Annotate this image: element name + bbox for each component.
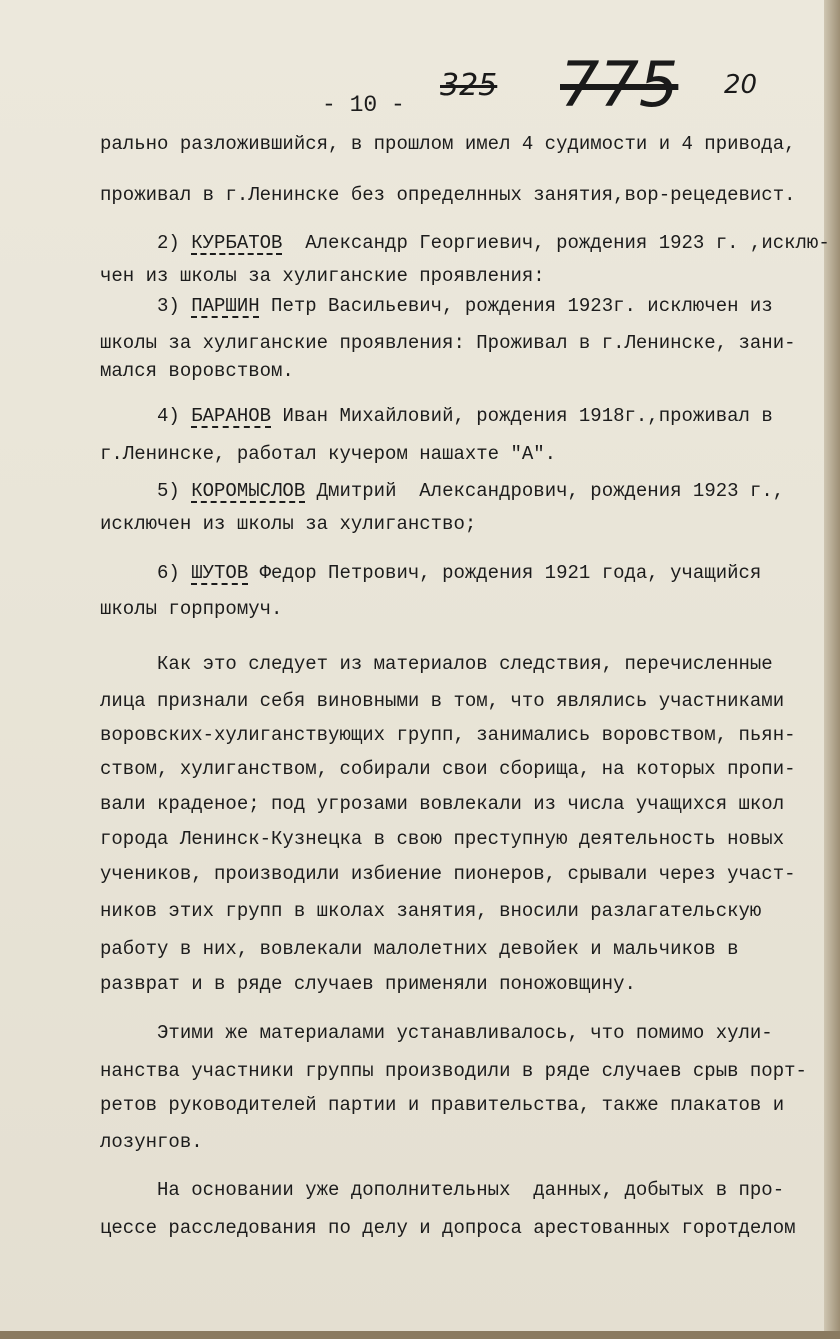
line-text: Этими же материалами устанавливалось, что помимо хули- <box>100 1022 773 1044</box>
line-text: Федор Петрович, рождения 1921 года, учащийся <box>248 562 762 584</box>
line-text: ством, хулиганством, собирали свои сборища, на которых пропи- <box>100 758 796 780</box>
line-text: воровских-хулиганствующих групп, занимались воровством, пьян- <box>100 724 796 746</box>
line-text: Александр Георгиевич, рождения 1923 г. ,исклю- <box>282 232 830 254</box>
line-text: лозунгов. <box>100 1131 203 1153</box>
text-line <box>100 332 796 354</box>
text-line <box>100 133 796 155</box>
list-number: 4) <box>100 405 192 427</box>
text-line <box>100 480 784 502</box>
page-bottom-edge <box>0 1331 840 1339</box>
archive-old-number: 325 <box>440 68 498 103</box>
text-line <box>100 360 294 382</box>
line-text: вали краденое; под угрозами вовлекали из числа учащихся школ <box>100 793 785 815</box>
archive-new-number: 775 <box>560 48 679 121</box>
text-line <box>100 232 830 254</box>
line-text: проживал в г.Ленинске без определнных занятия,вор-рецедевист. <box>100 184 796 206</box>
line-text: учеников, производили избиение пионеров, срывали через участ- <box>100 863 796 885</box>
archive-sheet-number: 20 <box>724 70 758 100</box>
text-line <box>100 405 773 427</box>
line-text: работу в них, вовлекали малолетних девойек и мальчиков в <box>100 938 739 960</box>
line-text: Иван Михайловий, рождения 1918г.,проживал в <box>271 405 773 427</box>
line-text: рально разложившийся, в прошлом имел 4 судимости и 4 привода, <box>100 133 796 155</box>
list-number: 3) <box>100 295 192 317</box>
line-text: цессе расследования по делу и допроса арестованных горотделом <box>100 1217 796 1239</box>
text-line <box>100 828 784 850</box>
line-text: школы за хулиганские проявления: Проживал в г.Ленинске, зани- <box>100 332 796 354</box>
text-line <box>100 265 545 287</box>
text-line <box>100 973 636 995</box>
line-text: Петр Васильевич, рождения 1923г. исключен из <box>259 295 773 317</box>
line-text: ников этих групп в школах занятия, вносили разлагательскую <box>100 900 762 922</box>
line-text: ретов руководителей партии и правительства, также плакатов и <box>100 1094 785 1116</box>
line-text: чен из школы за хулиганские проявления: <box>100 265 545 287</box>
person-surname: КУРБАТОВ <box>191 232 283 254</box>
text-line <box>100 938 739 960</box>
line-text: На основании уже дополнительных данных, добытых в про- <box>100 1179 785 1201</box>
person-surname: ШУТОВ <box>191 562 249 584</box>
text-line <box>100 690 784 712</box>
person-surname: КОРОМЫСЛОВ <box>191 480 306 502</box>
person-surname: ПАРШИН <box>191 295 260 317</box>
line-text: нанства участники группы производили в ряде случаев срыв порт- <box>100 1060 807 1082</box>
person-surname: БАРАНОВ <box>191 405 272 427</box>
line-text: Как это следует из материалов следствия, перечисленные <box>100 653 773 675</box>
line-text: разврат и в ряде случаев применяли поножовщину. <box>100 973 636 995</box>
page-number: - 10 - <box>322 92 405 118</box>
text-line <box>100 653 773 675</box>
text-line <box>100 758 796 780</box>
text-line <box>100 562 761 584</box>
text-line <box>100 443 556 465</box>
text-line <box>100 295 773 317</box>
text-line <box>100 793 784 815</box>
text-line <box>100 184 796 206</box>
text-line <box>100 863 796 885</box>
list-number: 5) <box>100 480 192 502</box>
text-line <box>100 513 476 535</box>
text-line <box>100 1179 784 1201</box>
text-line <box>100 1022 773 1044</box>
text-line <box>100 724 796 746</box>
line-text: исключен из школы за хулиганство; <box>100 513 477 535</box>
binding-edge <box>824 0 840 1339</box>
line-text: лица признали себя виновными в том, что являлись участниками <box>100 690 785 712</box>
line-text: Дмитрий Александрович, рождения 1923 г., <box>305 480 785 502</box>
list-number: 6) <box>100 562 192 584</box>
text-line <box>100 1131 203 1153</box>
line-text: школы горпромуч. <box>100 598 283 620</box>
text-line <box>100 1094 784 1116</box>
list-number: 2) <box>100 232 192 254</box>
text-line <box>100 598 282 620</box>
line-text: мался воровством. <box>100 360 294 382</box>
line-text: г.Ленинске, работал кучером нашахте "А". <box>100 443 557 465</box>
text-line <box>100 900 761 922</box>
text-line <box>100 1060 807 1082</box>
line-text: города Ленинск-Кузнецка в свою преступную деятельность новых <box>100 828 785 850</box>
text-line <box>100 1217 796 1239</box>
